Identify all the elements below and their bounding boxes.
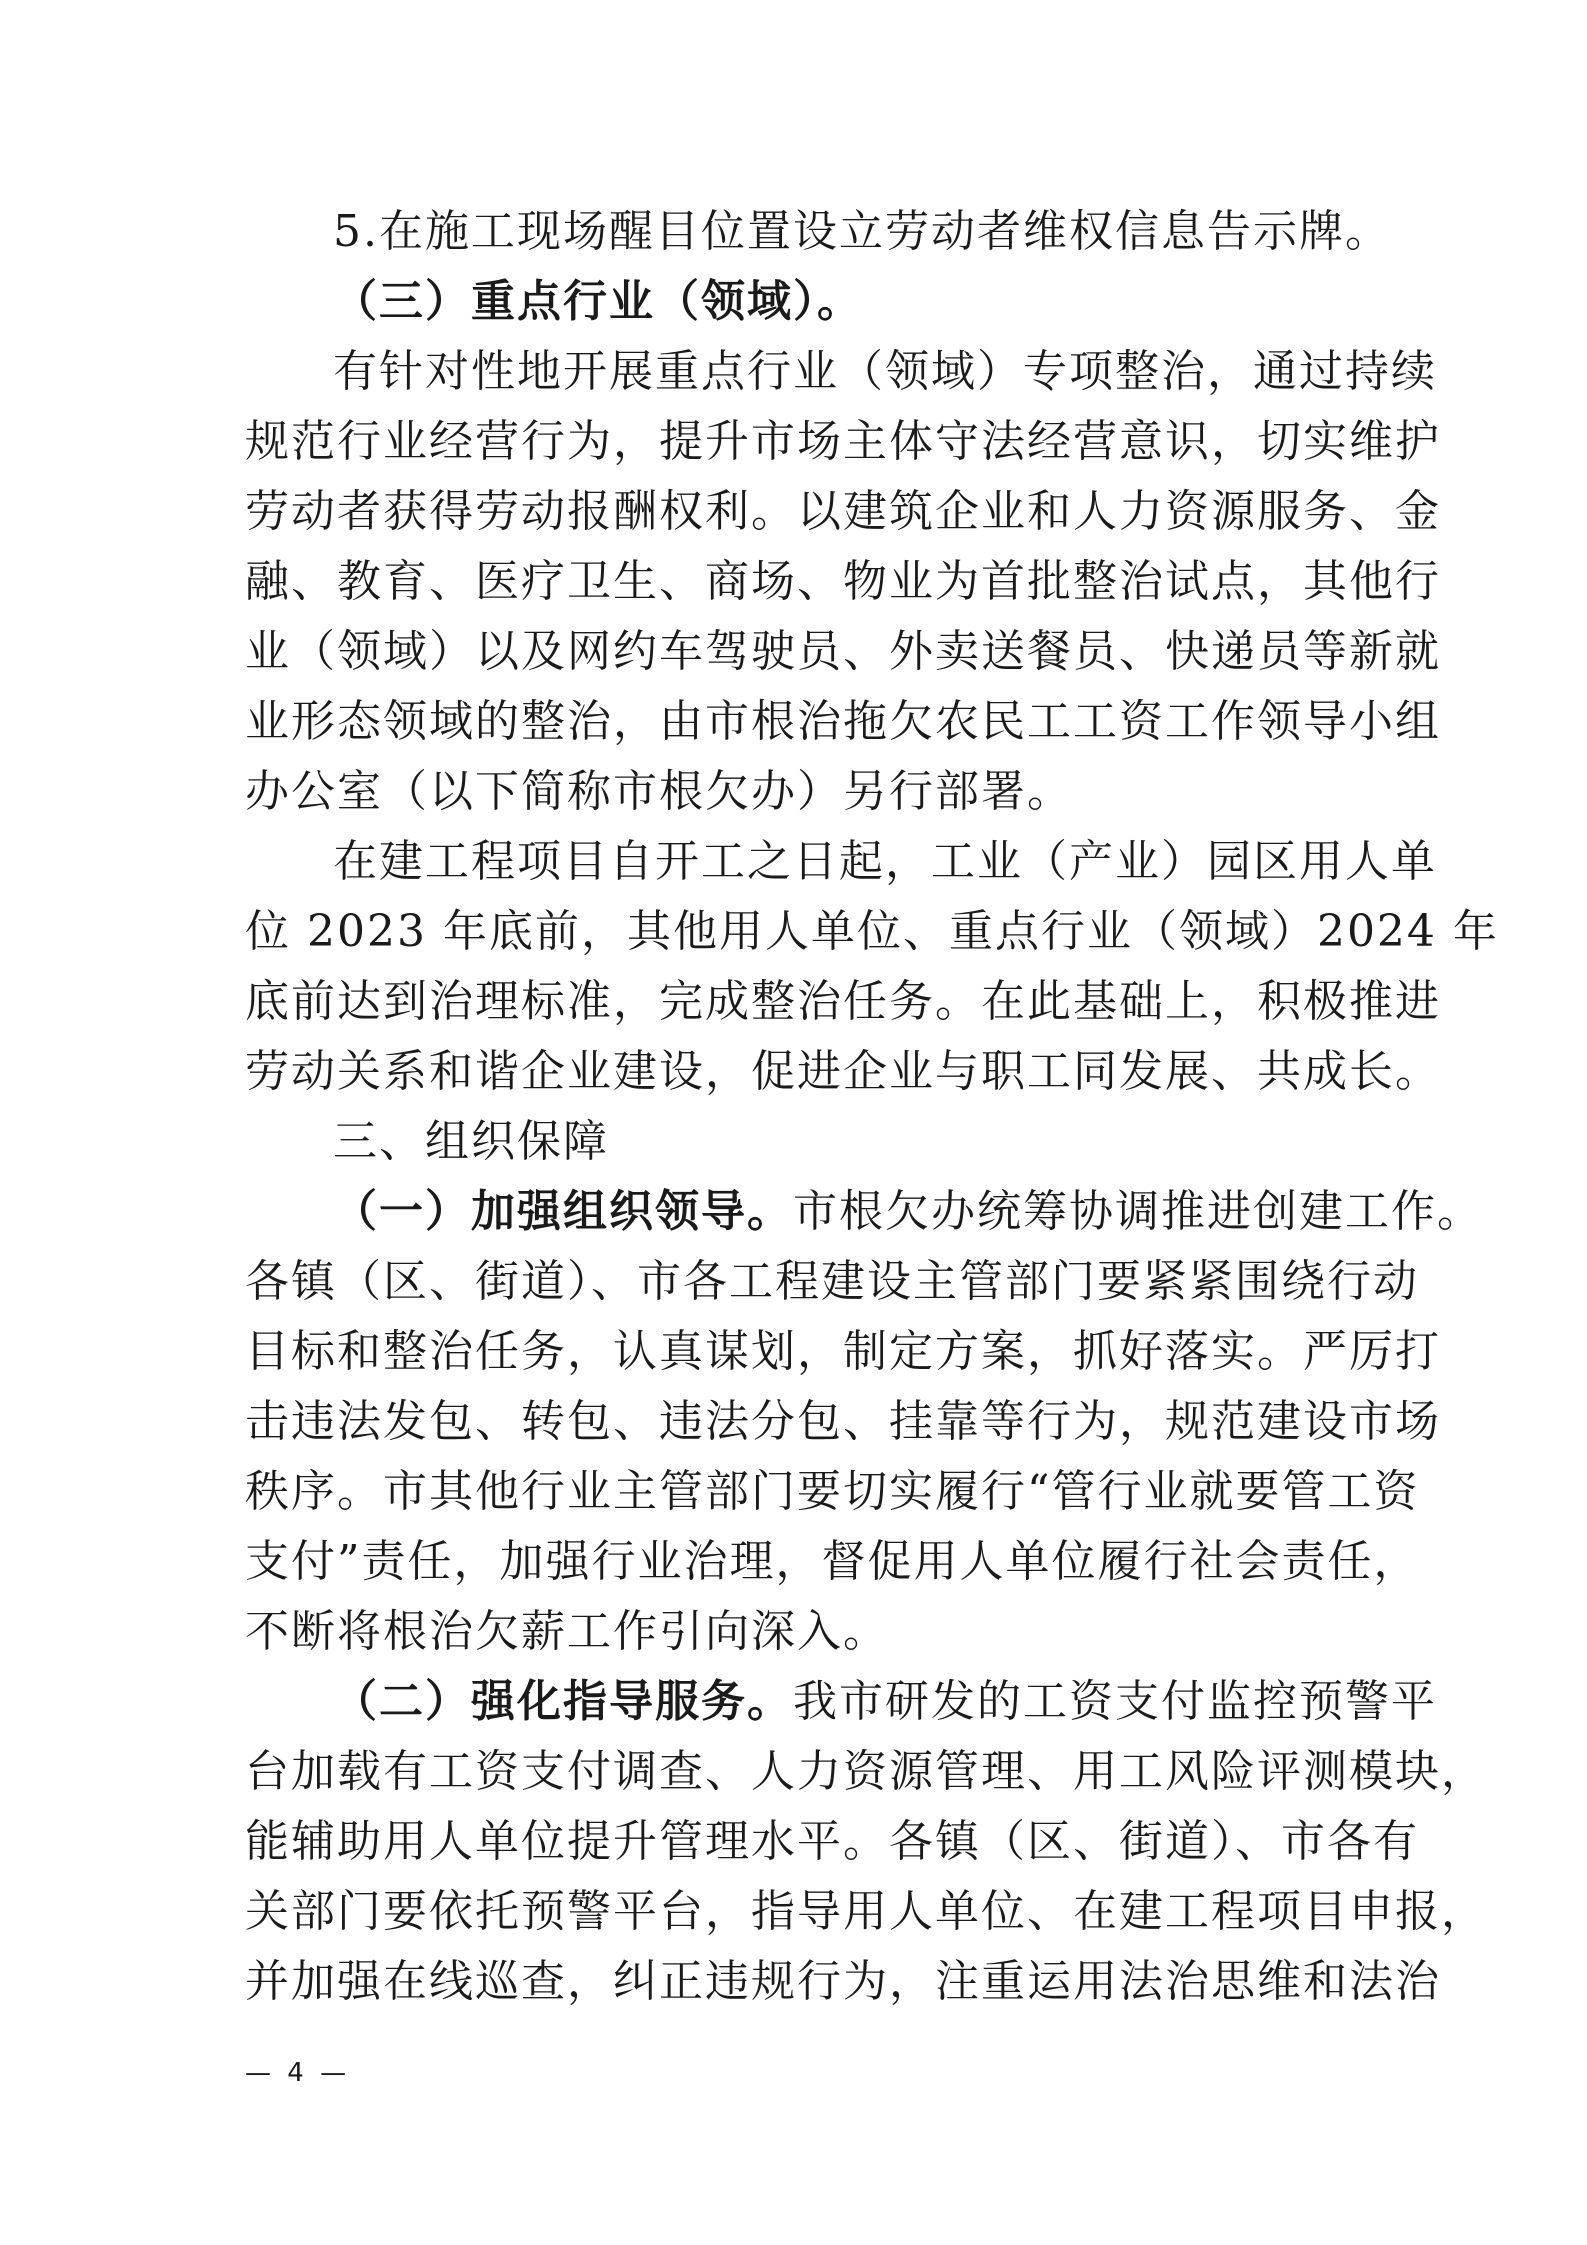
subheading-key-industries (245, 272, 1345, 332)
paragraph-line: 劳动者获得劳动报酬权利。以建筑企业和人力资源服务、金 (245, 486, 1441, 537)
item-5-text: 5.在施工现场醒目位置设立劳动者维权信息告示牌。 (333, 206, 1391, 257)
lead-phrase-guidance: （二）强化指导服务。 (333, 1676, 793, 1727)
paragraph-line: 支付”责任，加强行业治理，督促用人单位履行社会责任， (245, 1536, 1420, 1587)
paragraph-line: 击违法发包、转包、违法分包、挂靠等行为，规范建设市场 (245, 1396, 1441, 1447)
lead-phrase-leadership: （一）加强组织领导。 (333, 1186, 793, 1237)
paragraph-line-lead (245, 1672, 1437, 1732)
paragraph-line: 底前达到治理标准，完成整治任务。在此基础上，积极推进 (245, 976, 1441, 1027)
paragraph-line-rest: 市根欠办统筹协调推进创建工作。 (793, 1186, 1483, 1237)
paragraph-line: 有针对性地开展重点行业（领域）专项整治，通过持续 (333, 346, 1437, 397)
paragraph-line: 台加载有工资支付调查、人力资源管理、用工风险评测模块， (245, 1746, 1487, 1797)
paragraph-line: 业（领域）以及网约车驾驶员、外卖送餐员、快递员等新就 (245, 626, 1441, 677)
paragraph-line: 并加强在线巡查，纠正违规行为，注重运用法治思维和法治 (245, 1956, 1441, 2007)
paragraph-line: 关部门要依托预警平台，指导用人单位、在建工程项目申报， (245, 1886, 1487, 1937)
paragraph-line: 位 2023 年底前，其他用人单位、重点行业（领域）2024 年 (245, 906, 1499, 957)
paragraph-item-5 (245, 202, 1391, 262)
paragraph-line-lead (245, 1182, 1483, 1242)
paragraph-line: 在建工程项目自开工之日起，工业（产业）园区用人单 (333, 836, 1437, 887)
paragraph-line-rest: 我市研发的工资支付监控预警平 (793, 1676, 1437, 1727)
paragraph-line: 劳动关系和谐企业建设，促进企业与职工同发展、共成长。 (245, 1046, 1441, 1097)
paragraph-line: 各镇（区、街道）、市各工程建设主管部门要紧紧围绕行动 (245, 1256, 1419, 1307)
paragraph-line: 不断将根治欠薪工作引向深入。 (245, 1606, 889, 1657)
page-number: — 4 — (245, 2058, 351, 2088)
subheading-key-industries-text: （三）重点行业（领域）。 (333, 276, 863, 327)
paragraph-line: 秩序。市其他行业主管部门要切实履行“管行业就要管工资 (245, 1466, 1420, 1517)
paragraph-line: 业形态领域的整治，由市根治拖欠农民工工资工作领导小组 (245, 696, 1441, 747)
paragraph-line: 目标和整治任务，认真谋划，制定方案，抓好落实。严厉打 (245, 1326, 1441, 1377)
paragraph-line: 办公室（以下简称市根欠办）另行部署。 (245, 766, 1073, 817)
paragraph-line: 融、教育、医疗卫生、商场、物业为首批整治试点，其他行 (245, 556, 1441, 607)
section-heading-text: 三、组织保障 (333, 1116, 609, 1167)
section-heading-organization (245, 1112, 1345, 1172)
paragraph-line: 规范行业经营行为，提升市场主体守法经营意识，切实维护 (245, 416, 1441, 467)
paragraph-line: 能辅助用人单位提升管理水平。各镇（区、街道）、市各有 (245, 1816, 1419, 1867)
